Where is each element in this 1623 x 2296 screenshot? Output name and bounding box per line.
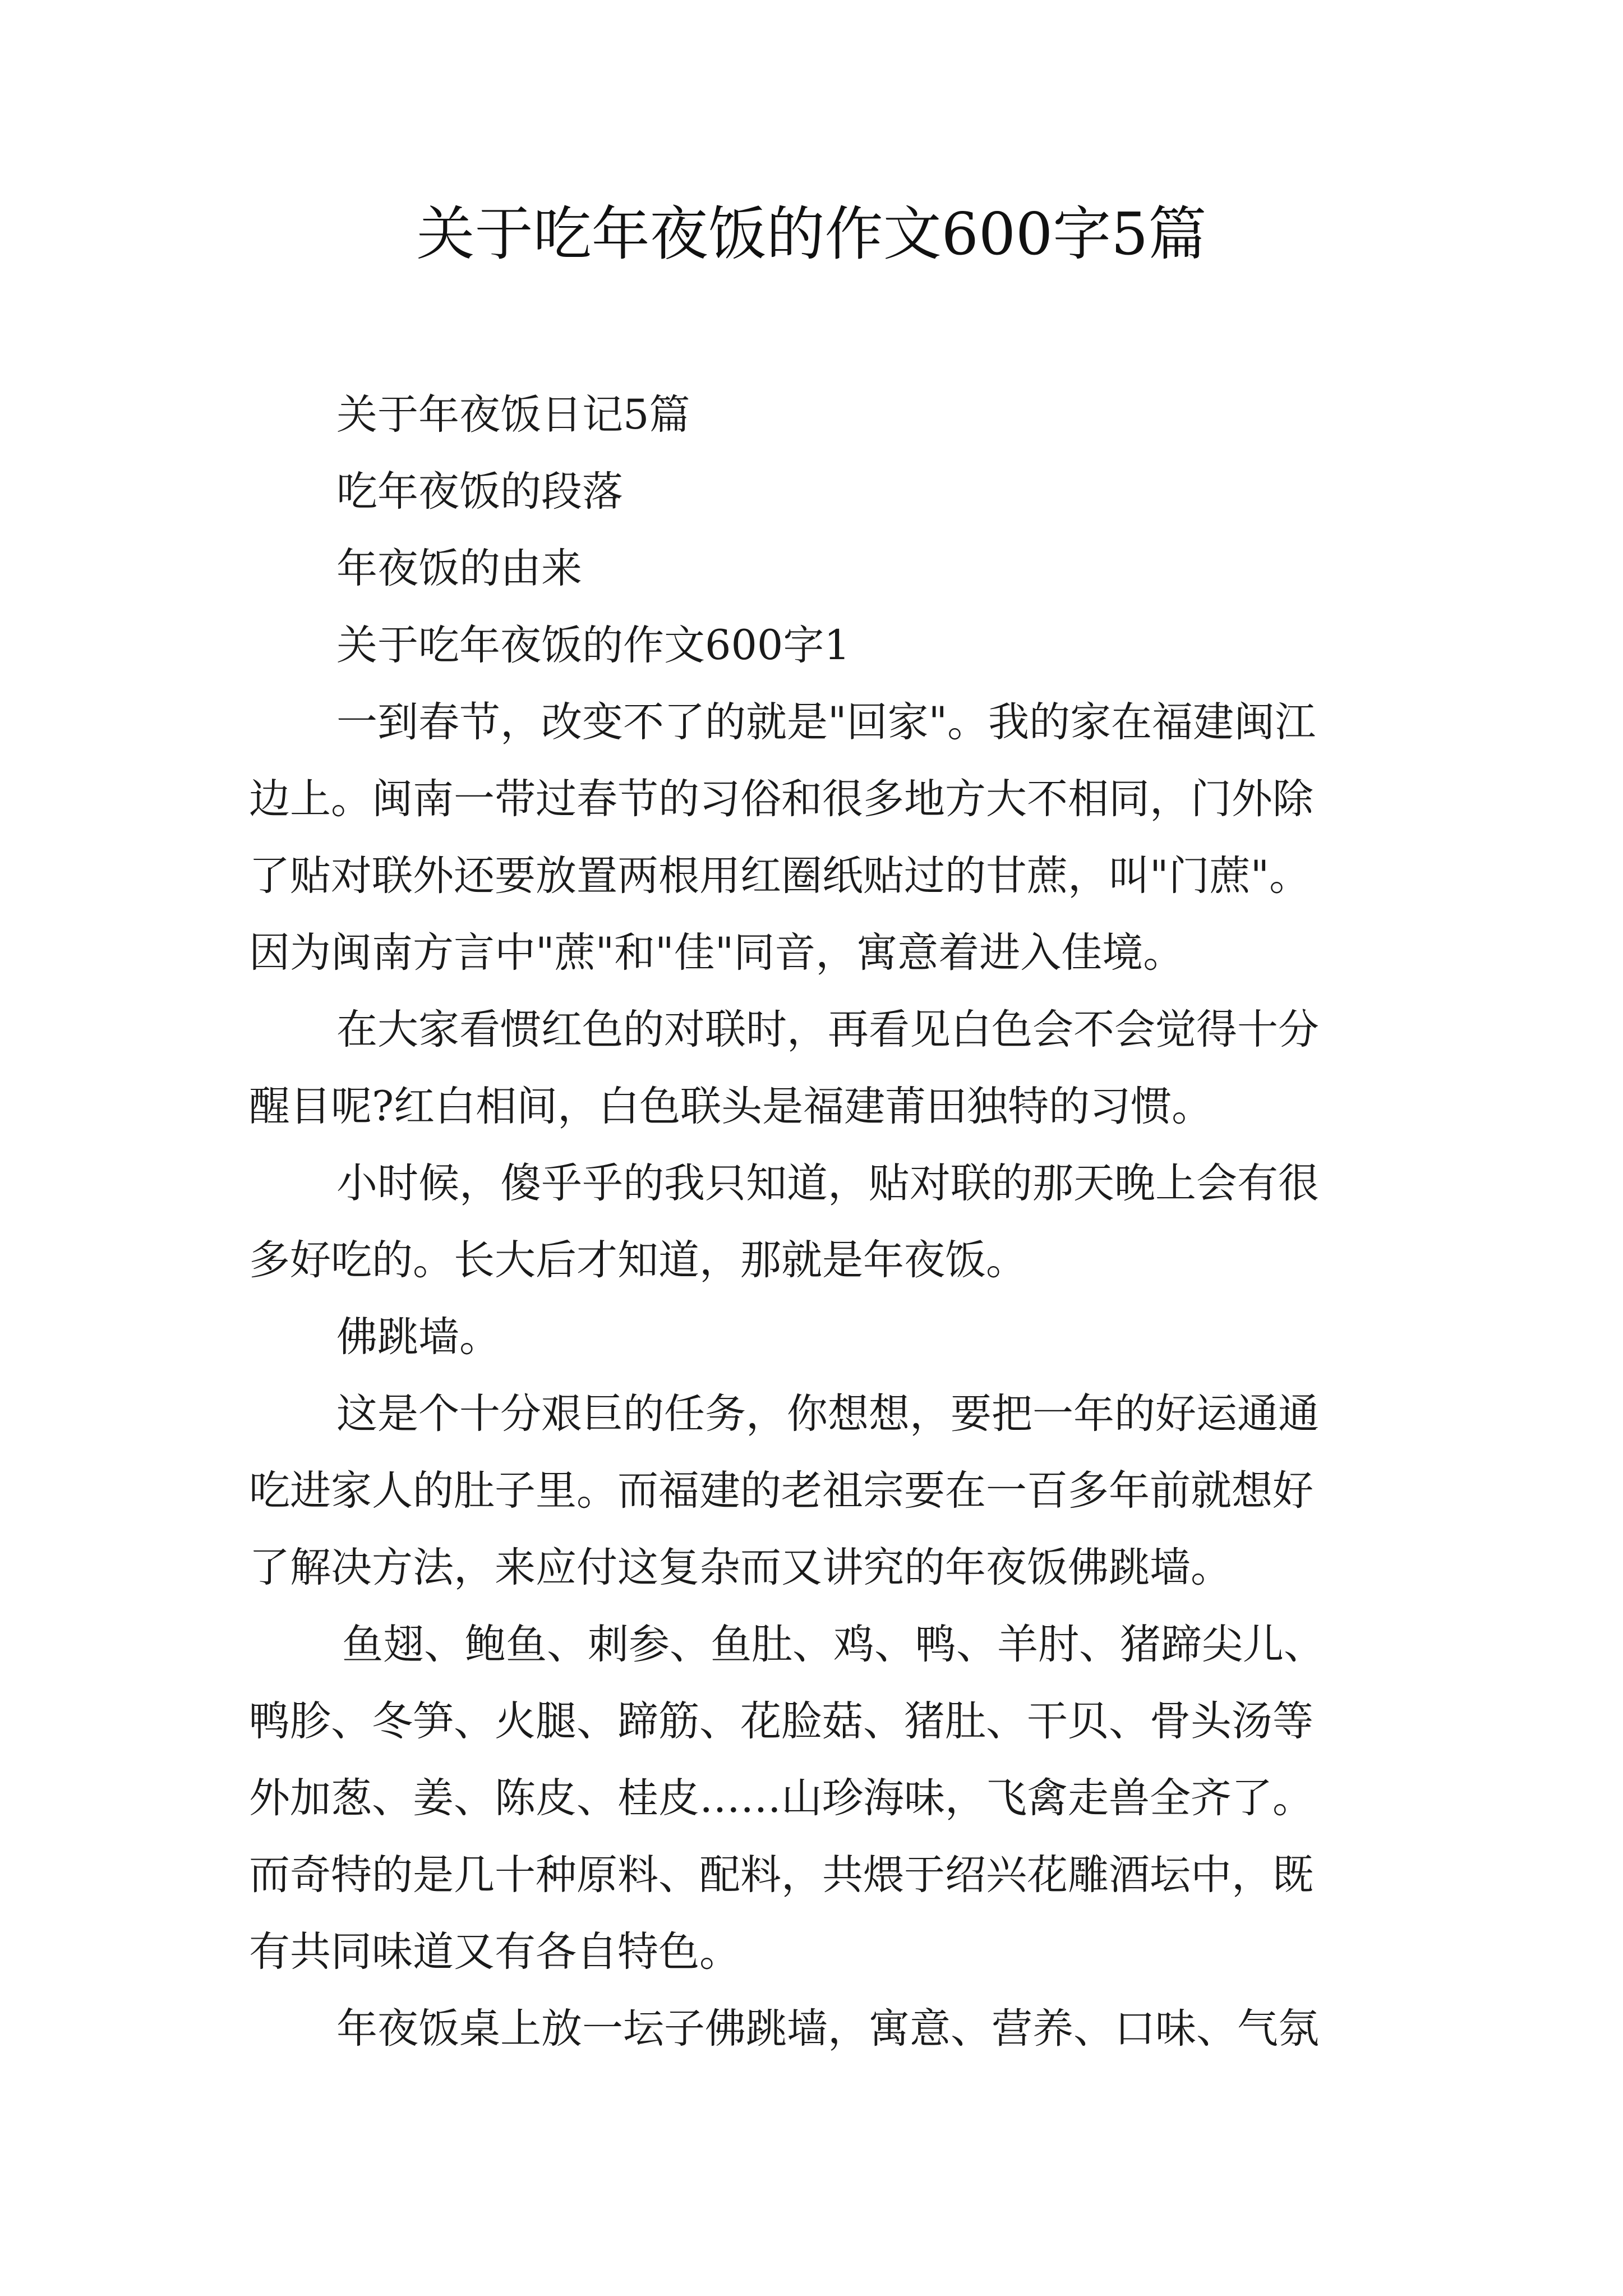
text-line: 醒目呢?红白相间，白色联头是福建莆田独特的习惯。: [249, 1083, 1213, 1130]
text-line: 吃年夜饭的段落: [336, 468, 623, 516]
document-title: 关于吃年夜饭的作文600字5篇: [416, 200, 1207, 268]
text-line: 吃进家人的肚子里。而福建的老祖宗要在一百多年前就想好: [249, 1467, 1313, 1515]
text-line: 了解决方法，来应付这复杂而又讲究的年夜饭佛跳墙。: [249, 1544, 1232, 1591]
text-line: 边上。闽南一带过春节的习俗和很多地方大不相同，门外除: [249, 775, 1313, 823]
text-line: 一到春节，改变不了的就是"回家"。我的家在福建闽江: [336, 698, 1316, 746]
text-line: 因为闽南方言中"蔗"和"佳"同音，寓意着进入佳境。: [249, 929, 1184, 977]
text-line: 外加葱、姜、陈皮、桂皮……山珍海味，飞禽走兽全齐了。: [249, 1774, 1313, 1822]
text-line: 年夜饭桌上放一坛子佛跳墙，寓意、营养、口味、气氛: [336, 2005, 1319, 2053]
text-line: 年夜饭的由来: [336, 545, 582, 592]
text-line: 在大家看惯红色的对联时，再看见白色会不会觉得十分: [336, 1006, 1319, 1053]
text-line: 了贴对联外还要放置两根用红圈纸贴过的甘蔗，叫"门蔗"。: [249, 852, 1311, 900]
text-line: 多好吃的。长大后才知道，那就是年夜饭。: [249, 1236, 1027, 1284]
text-line: 佛跳墙。: [336, 1313, 500, 1361]
text-line: 而奇特的是几十种原料、配料，共煨于绍兴花雕酒坛中，既: [249, 1851, 1313, 1899]
text-line: 关于年夜饭日记5篇: [336, 391, 690, 439]
text-line: 关于吃年夜饭的作文600字1: [336, 622, 850, 669]
text-line: 鸭胗、冬笋、火腿、蹄筋、花脸菇、猪肚、干贝、骨头汤等: [249, 1697, 1313, 1745]
text-line: 有共同味道又有各自特色。: [249, 1928, 740, 1976]
text-line: 小时候，傻乎乎的我只知道，贴对联的那天晚上会有很: [336, 1159, 1319, 1207]
text-line: 鱼翅、鲍鱼、刺参、鱼肚、鸡、鸭、羊肘、猪蹄尖儿、: [342, 1621, 1325, 1668]
text-line: 这是个十分艰巨的任务，你想想，要把一年的好运通通: [336, 1390, 1319, 1438]
